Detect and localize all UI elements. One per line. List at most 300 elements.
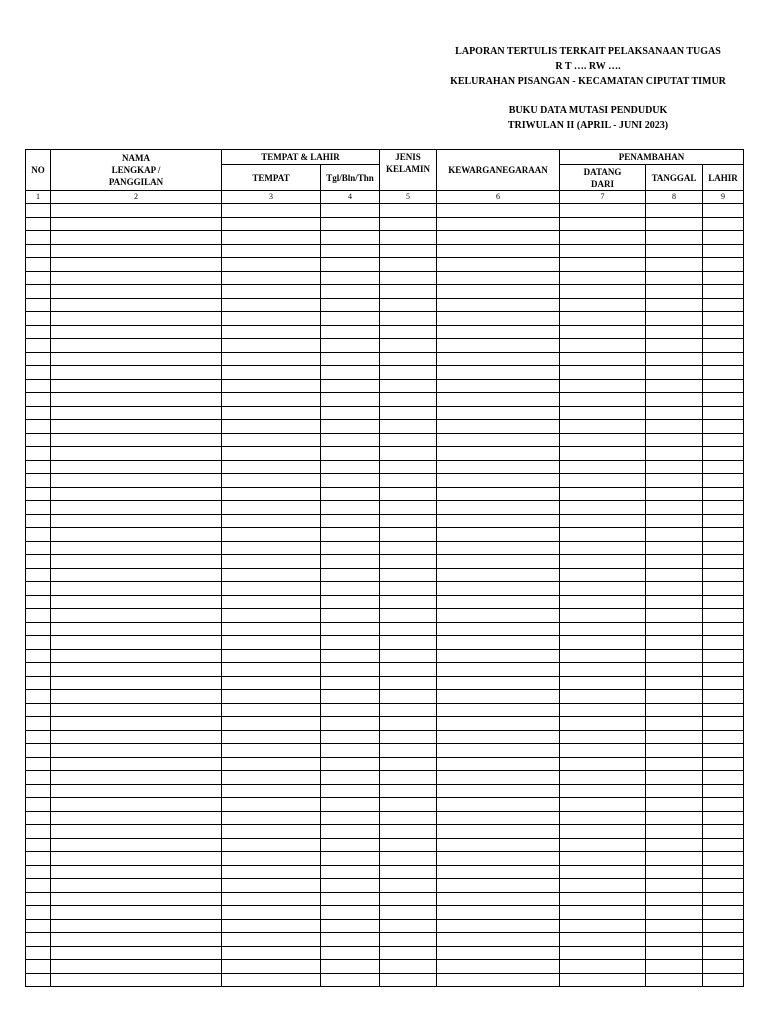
table-cell[interactable]	[380, 271, 437, 285]
table-cell[interactable]	[560, 204, 646, 218]
table-cell[interactable]	[321, 946, 380, 960]
table-cell[interactable]	[646, 568, 703, 582]
table-cell[interactable]	[321, 649, 380, 663]
table-cell[interactable]	[321, 757, 380, 771]
table-cell[interactable]	[26, 258, 51, 272]
table-cell[interactable]	[26, 703, 51, 717]
table-cell[interactable]	[380, 204, 437, 218]
table-cell[interactable]	[321, 514, 380, 528]
table-cell[interactable]	[646, 325, 703, 339]
table-cell[interactable]	[703, 784, 744, 798]
table-cell[interactable]	[437, 420, 560, 434]
table-cell[interactable]	[560, 393, 646, 407]
table-cell[interactable]	[222, 609, 321, 623]
table-cell[interactable]	[51, 555, 222, 569]
table-cell[interactable]	[380, 649, 437, 663]
table-cell[interactable]	[560, 906, 646, 920]
table-cell[interactable]	[560, 784, 646, 798]
table-cell[interactable]	[703, 393, 744, 407]
table-cell[interactable]	[560, 217, 646, 231]
table-cell[interactable]	[560, 690, 646, 704]
table-cell[interactable]	[380, 312, 437, 326]
table-cell[interactable]	[380, 595, 437, 609]
table-cell[interactable]	[380, 825, 437, 839]
table-cell[interactable]	[560, 514, 646, 528]
table-cell[interactable]	[51, 811, 222, 825]
table-cell[interactable]	[26, 838, 51, 852]
table-cell[interactable]	[437, 528, 560, 542]
table-cell[interactable]	[51, 879, 222, 893]
table-cell[interactable]	[321, 433, 380, 447]
table-cell[interactable]	[222, 744, 321, 758]
table-cell[interactable]	[380, 514, 437, 528]
table-cell[interactable]	[51, 636, 222, 650]
table-cell[interactable]	[703, 501, 744, 515]
table-cell[interactable]	[437, 771, 560, 785]
table-cell[interactable]	[321, 285, 380, 299]
table-cell[interactable]	[560, 960, 646, 974]
table-cell[interactable]	[703, 717, 744, 731]
table-cell[interactable]	[437, 919, 560, 933]
table-cell[interactable]	[51, 231, 222, 245]
table-cell[interactable]	[222, 217, 321, 231]
table-cell[interactable]	[560, 703, 646, 717]
table-cell[interactable]	[51, 663, 222, 677]
table-cell[interactable]	[321, 420, 380, 434]
table-cell[interactable]	[51, 474, 222, 488]
table-cell[interactable]	[560, 825, 646, 839]
table-cell[interactable]	[560, 555, 646, 569]
table-cell[interactable]	[26, 244, 51, 258]
table-cell[interactable]	[51, 487, 222, 501]
table-cell[interactable]	[26, 879, 51, 893]
table-cell[interactable]	[560, 433, 646, 447]
table-cell[interactable]	[560, 636, 646, 650]
table-cell[interactable]	[321, 771, 380, 785]
table-cell[interactable]	[51, 798, 222, 812]
table-cell[interactable]	[51, 568, 222, 582]
table-cell[interactable]	[222, 258, 321, 272]
table-cell[interactable]	[51, 960, 222, 974]
table-cell[interactable]	[321, 244, 380, 258]
table-cell[interactable]	[703, 555, 744, 569]
table-cell[interactable]	[646, 973, 703, 987]
table-cell[interactable]	[222, 676, 321, 690]
table-cell[interactable]	[437, 933, 560, 947]
table-cell[interactable]	[703, 825, 744, 839]
table-cell[interactable]	[26, 204, 51, 218]
table-cell[interactable]	[380, 555, 437, 569]
table-cell[interactable]	[51, 946, 222, 960]
table-cell[interactable]	[380, 366, 437, 380]
table-cell[interactable]	[26, 622, 51, 636]
table-cell[interactable]	[703, 339, 744, 353]
table-cell[interactable]	[26, 352, 51, 366]
table-cell[interactable]	[26, 636, 51, 650]
table-cell[interactable]	[51, 676, 222, 690]
table-cell[interactable]	[51, 204, 222, 218]
table-cell[interactable]	[380, 217, 437, 231]
table-cell[interactable]	[51, 271, 222, 285]
table-cell[interactable]	[26, 784, 51, 798]
table-cell[interactable]	[380, 406, 437, 420]
table-cell[interactable]	[222, 541, 321, 555]
table-cell[interactable]	[26, 933, 51, 947]
table-cell[interactable]	[321, 703, 380, 717]
table-cell[interactable]	[380, 258, 437, 272]
table-cell[interactable]	[222, 946, 321, 960]
table-cell[interactable]	[646, 933, 703, 947]
table-cell[interactable]	[26, 825, 51, 839]
table-cell[interactable]	[560, 757, 646, 771]
table-cell[interactable]	[321, 231, 380, 245]
table-cell[interactable]	[437, 285, 560, 299]
table-cell[interactable]	[646, 906, 703, 920]
table-cell[interactable]	[321, 393, 380, 407]
table-cell[interactable]	[321, 690, 380, 704]
table-cell[interactable]	[560, 892, 646, 906]
table-cell[interactable]	[437, 838, 560, 852]
table-cell[interactable]	[646, 649, 703, 663]
table-cell[interactable]	[646, 217, 703, 231]
table-cell[interactable]	[703, 271, 744, 285]
table-cell[interactable]	[560, 622, 646, 636]
table-cell[interactable]	[51, 339, 222, 353]
table-cell[interactable]	[222, 204, 321, 218]
table-cell[interactable]	[380, 879, 437, 893]
table-cell[interactable]	[380, 325, 437, 339]
table-cell[interactable]	[560, 568, 646, 582]
table-cell[interactable]	[380, 609, 437, 623]
table-cell[interactable]	[703, 231, 744, 245]
table-cell[interactable]	[222, 501, 321, 515]
table-cell[interactable]	[646, 757, 703, 771]
table-cell[interactable]	[380, 919, 437, 933]
table-cell[interactable]	[646, 514, 703, 528]
table-cell[interactable]	[321, 352, 380, 366]
table-cell[interactable]	[560, 865, 646, 879]
table-cell[interactable]	[703, 487, 744, 501]
table-cell[interactable]	[222, 231, 321, 245]
table-cell[interactable]	[646, 703, 703, 717]
table-cell[interactable]	[437, 784, 560, 798]
table-cell[interactable]	[51, 366, 222, 380]
table-cell[interactable]	[321, 501, 380, 515]
table-cell[interactable]	[437, 622, 560, 636]
table-cell[interactable]	[26, 906, 51, 920]
table-cell[interactable]	[51, 757, 222, 771]
table-cell[interactable]	[380, 892, 437, 906]
table-cell[interactable]	[51, 919, 222, 933]
table-cell[interactable]	[321, 919, 380, 933]
table-cell[interactable]	[321, 312, 380, 326]
table-cell[interactable]	[437, 541, 560, 555]
table-cell[interactable]	[222, 244, 321, 258]
table-cell[interactable]	[222, 906, 321, 920]
table-cell[interactable]	[560, 811, 646, 825]
table-cell[interactable]	[51, 690, 222, 704]
table-cell[interactable]	[222, 595, 321, 609]
table-cell[interactable]	[703, 420, 744, 434]
table-cell[interactable]	[51, 595, 222, 609]
table-cell[interactable]	[51, 838, 222, 852]
table-cell[interactable]	[703, 258, 744, 272]
table-cell[interactable]	[703, 771, 744, 785]
table-cell[interactable]	[437, 676, 560, 690]
table-cell[interactable]	[646, 771, 703, 785]
table-cell[interactable]	[437, 960, 560, 974]
table-cell[interactable]	[560, 771, 646, 785]
table-cell[interactable]	[560, 919, 646, 933]
table-cell[interactable]	[380, 960, 437, 974]
table-cell[interactable]	[222, 271, 321, 285]
table-cell[interactable]	[437, 946, 560, 960]
table-cell[interactable]	[560, 973, 646, 987]
table-cell[interactable]	[26, 271, 51, 285]
table-cell[interactable]	[321, 811, 380, 825]
table-cell[interactable]	[437, 852, 560, 866]
table-cell[interactable]	[321, 784, 380, 798]
table-cell[interactable]	[26, 298, 51, 312]
table-cell[interactable]	[321, 298, 380, 312]
table-cell[interactable]	[437, 447, 560, 461]
table-cell[interactable]	[26, 379, 51, 393]
table-cell[interactable]	[646, 730, 703, 744]
table-cell[interactable]	[646, 528, 703, 542]
table-cell[interactable]	[321, 379, 380, 393]
table-cell[interactable]	[222, 487, 321, 501]
table-cell[interactable]	[380, 244, 437, 258]
table-cell[interactable]	[646, 541, 703, 555]
table-cell[interactable]	[222, 703, 321, 717]
table-cell[interactable]	[703, 757, 744, 771]
table-cell[interactable]	[26, 717, 51, 731]
table-cell[interactable]	[26, 217, 51, 231]
table-cell[interactable]	[321, 258, 380, 272]
table-cell[interactable]	[222, 838, 321, 852]
table-cell[interactable]	[380, 447, 437, 461]
table-cell[interactable]	[26, 568, 51, 582]
table-cell[interactable]	[703, 649, 744, 663]
table-cell[interactable]	[51, 258, 222, 272]
table-cell[interactable]	[646, 663, 703, 677]
table-cell[interactable]	[703, 528, 744, 542]
table-cell[interactable]	[703, 622, 744, 636]
table-cell[interactable]	[222, 325, 321, 339]
table-cell[interactable]	[437, 744, 560, 758]
table-cell[interactable]	[222, 528, 321, 542]
table-cell[interactable]	[703, 582, 744, 596]
table-cell[interactable]	[222, 352, 321, 366]
table-cell[interactable]	[26, 339, 51, 353]
table-cell[interactable]	[51, 460, 222, 474]
table-cell[interactable]	[26, 514, 51, 528]
table-cell[interactable]	[26, 555, 51, 569]
table-cell[interactable]	[26, 433, 51, 447]
table-cell[interactable]	[380, 285, 437, 299]
table-cell[interactable]	[51, 514, 222, 528]
table-cell[interactable]	[560, 258, 646, 272]
table-cell[interactable]	[51, 622, 222, 636]
table-cell[interactable]	[222, 784, 321, 798]
table-cell[interactable]	[222, 960, 321, 974]
table-cell[interactable]	[380, 798, 437, 812]
table-cell[interactable]	[646, 406, 703, 420]
table-cell[interactable]	[646, 501, 703, 515]
table-cell[interactable]	[560, 285, 646, 299]
table-cell[interactable]	[437, 879, 560, 893]
table-cell[interactable]	[560, 460, 646, 474]
table-cell[interactable]	[437, 730, 560, 744]
table-cell[interactable]	[222, 582, 321, 596]
table-cell[interactable]	[26, 447, 51, 461]
table-cell[interactable]	[703, 595, 744, 609]
table-cell[interactable]	[646, 298, 703, 312]
table-cell[interactable]	[646, 420, 703, 434]
table-cell[interactable]	[321, 204, 380, 218]
table-cell[interactable]	[646, 919, 703, 933]
table-cell[interactable]	[646, 555, 703, 569]
table-cell[interactable]	[26, 595, 51, 609]
table-cell[interactable]	[703, 609, 744, 623]
table-cell[interactable]	[222, 771, 321, 785]
table-cell[interactable]	[646, 487, 703, 501]
table-cell[interactable]	[51, 352, 222, 366]
table-cell[interactable]	[380, 703, 437, 717]
table-cell[interactable]	[26, 325, 51, 339]
table-cell[interactable]	[26, 865, 51, 879]
table-cell[interactable]	[380, 622, 437, 636]
table-cell[interactable]	[222, 474, 321, 488]
table-cell[interactable]	[437, 379, 560, 393]
table-cell[interactable]	[703, 676, 744, 690]
table-cell[interactable]	[646, 609, 703, 623]
table-cell[interactable]	[646, 879, 703, 893]
table-cell[interactable]	[437, 298, 560, 312]
table-cell[interactable]	[437, 636, 560, 650]
table-cell[interactable]	[51, 852, 222, 866]
table-cell[interactable]	[646, 595, 703, 609]
table-cell[interactable]	[703, 447, 744, 461]
table-cell[interactable]	[51, 892, 222, 906]
table-cell[interactable]	[321, 838, 380, 852]
table-cell[interactable]	[646, 379, 703, 393]
table-cell[interactable]	[26, 771, 51, 785]
table-cell[interactable]	[646, 717, 703, 731]
table-cell[interactable]	[703, 744, 744, 758]
table-cell[interactable]	[703, 285, 744, 299]
table-cell[interactable]	[321, 865, 380, 879]
table-cell[interactable]	[380, 460, 437, 474]
table-cell[interactable]	[703, 514, 744, 528]
table-cell[interactable]	[380, 541, 437, 555]
table-cell[interactable]	[703, 379, 744, 393]
table-cell[interactable]	[321, 933, 380, 947]
table-cell[interactable]	[222, 865, 321, 879]
table-cell[interactable]	[380, 933, 437, 947]
table-cell[interactable]	[26, 744, 51, 758]
table-cell[interactable]	[703, 325, 744, 339]
table-cell[interactable]	[703, 217, 744, 231]
table-cell[interactable]	[703, 636, 744, 650]
table-cell[interactable]	[560, 676, 646, 690]
table-cell[interactable]	[380, 501, 437, 515]
table-cell[interactable]	[222, 690, 321, 704]
table-cell[interactable]	[51, 582, 222, 596]
table-cell[interactable]	[646, 474, 703, 488]
table-cell[interactable]	[646, 784, 703, 798]
table-cell[interactable]	[222, 811, 321, 825]
table-cell[interactable]	[321, 568, 380, 582]
table-cell[interactable]	[437, 460, 560, 474]
table-cell[interactable]	[321, 892, 380, 906]
table-cell[interactable]	[321, 582, 380, 596]
table-cell[interactable]	[703, 811, 744, 825]
table-cell[interactable]	[51, 973, 222, 987]
table-cell[interactable]	[222, 339, 321, 353]
table-cell[interactable]	[560, 231, 646, 245]
table-cell[interactable]	[26, 973, 51, 987]
table-cell[interactable]	[321, 717, 380, 731]
table-cell[interactable]	[222, 406, 321, 420]
table-cell[interactable]	[560, 595, 646, 609]
table-cell[interactable]	[560, 352, 646, 366]
table-cell[interactable]	[560, 717, 646, 731]
table-cell[interactable]	[646, 366, 703, 380]
table-cell[interactable]	[321, 622, 380, 636]
table-cell[interactable]	[51, 730, 222, 744]
table-cell[interactable]	[380, 231, 437, 245]
table-cell[interactable]	[26, 420, 51, 434]
table-cell[interactable]	[703, 406, 744, 420]
table-cell[interactable]	[321, 744, 380, 758]
table-cell[interactable]	[703, 352, 744, 366]
table-cell[interactable]	[560, 339, 646, 353]
table-cell[interactable]	[321, 339, 380, 353]
table-cell[interactable]	[703, 298, 744, 312]
table-cell[interactable]	[26, 852, 51, 866]
table-cell[interactable]	[26, 487, 51, 501]
table-cell[interactable]	[560, 501, 646, 515]
table-cell[interactable]	[646, 285, 703, 299]
table-cell[interactable]	[26, 393, 51, 407]
table-cell[interactable]	[437, 757, 560, 771]
table-cell[interactable]	[26, 406, 51, 420]
table-cell[interactable]	[646, 744, 703, 758]
table-cell[interactable]	[437, 514, 560, 528]
table-cell[interactable]	[321, 960, 380, 974]
table-cell[interactable]	[51, 501, 222, 515]
table-cell[interactable]	[560, 271, 646, 285]
table-cell[interactable]	[380, 636, 437, 650]
table-cell[interactable]	[437, 973, 560, 987]
table-cell[interactable]	[380, 420, 437, 434]
table-cell[interactable]	[646, 636, 703, 650]
table-cell[interactable]	[437, 865, 560, 879]
table-cell[interactable]	[26, 892, 51, 906]
table-cell[interactable]	[437, 609, 560, 623]
table-cell[interactable]	[703, 690, 744, 704]
table-cell[interactable]	[437, 717, 560, 731]
table-cell[interactable]	[560, 474, 646, 488]
table-cell[interactable]	[560, 379, 646, 393]
table-cell[interactable]	[51, 217, 222, 231]
table-cell[interactable]	[703, 838, 744, 852]
table-cell[interactable]	[321, 798, 380, 812]
table-cell[interactable]	[321, 325, 380, 339]
table-cell[interactable]	[380, 946, 437, 960]
table-cell[interactable]	[380, 339, 437, 353]
